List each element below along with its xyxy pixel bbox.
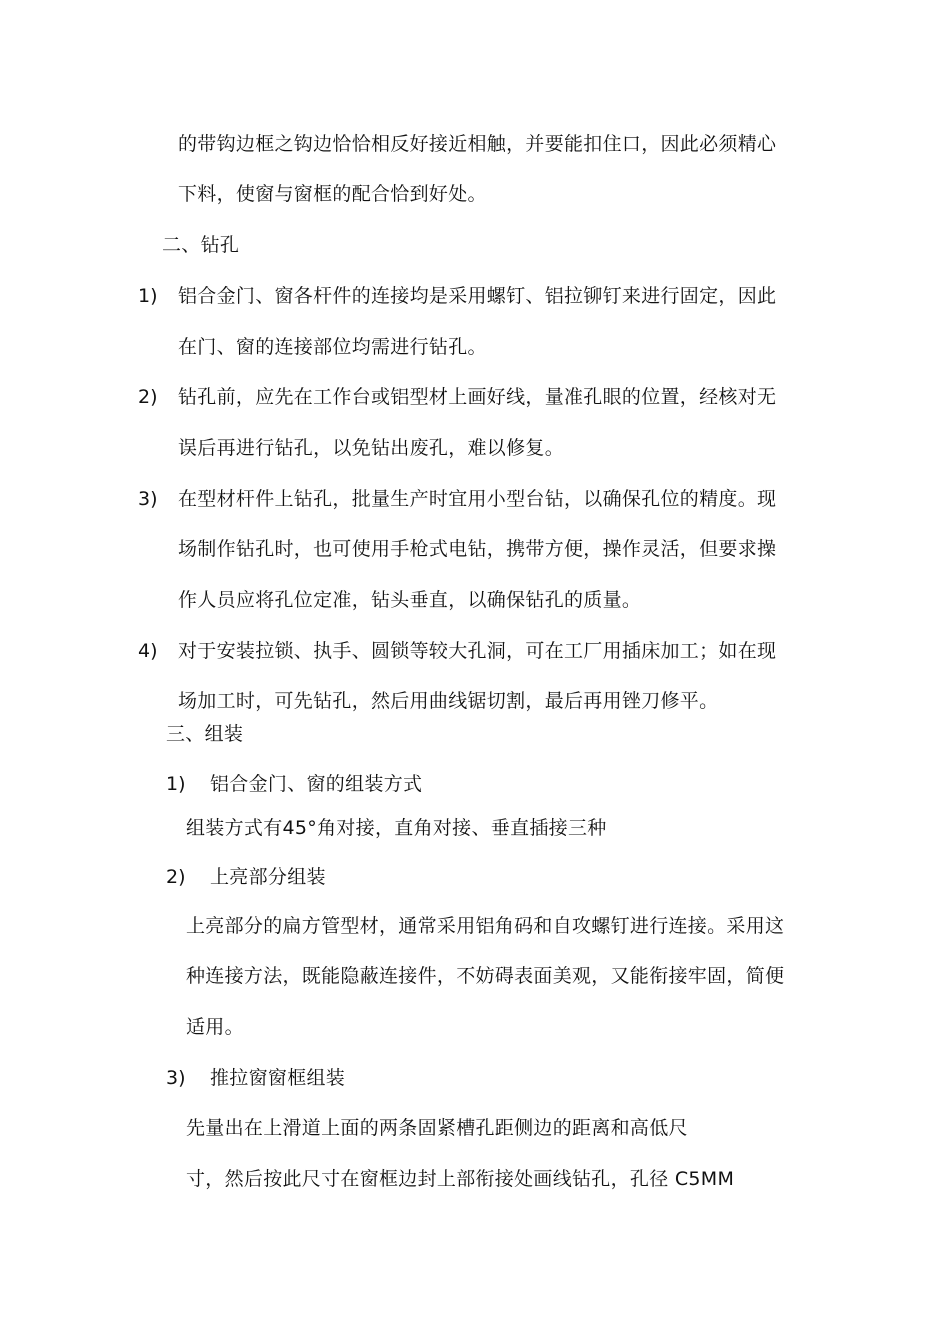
s2-item-3-number: 3) bbox=[138, 488, 158, 510]
s2-item-3-line-3: 作人员应将孔位定准，钻头垂直，以确保钻孔的质量。 bbox=[178, 589, 642, 611]
s3-item-2-line-3: 适用。 bbox=[186, 1016, 244, 1038]
s3-item-3-line-2: 寸，然后按此尺寸在窗框边封上部衔接处画线钻孔，孔径 C5MM bbox=[186, 1168, 735, 1190]
s2-item-1-number: 1) bbox=[138, 285, 158, 307]
s3-item-2-title: 上亮部分组装 bbox=[210, 866, 326, 888]
intro-line-2: 下料，使窗与窗框的配合恰到好处。 bbox=[178, 183, 487, 205]
s2-item-2-line-2: 误后再进行钻孔，以免钻出废孔，难以修复。 bbox=[178, 437, 565, 459]
s3-item-3-title: 推拉窗窗框组装 bbox=[210, 1067, 346, 1089]
section-2-heading: 二、钻孔 bbox=[162, 234, 240, 256]
s3-item-1-line-1: 组装方式有45°角对接，直角对接、垂直插接三种 bbox=[186, 817, 607, 839]
s3-item-2-number: 2) bbox=[166, 866, 186, 888]
s3-item-1-number: 1) bbox=[166, 773, 186, 795]
s3-item-2-line-1: 上亮部分的扁方管型材，通常采用铝角码和自攻螺钉进行连接。采用这 bbox=[186, 915, 785, 937]
s3-item-1-title: 铝合金门、窗的组装方式 bbox=[210, 773, 423, 795]
section-3-heading: 三、组装 bbox=[166, 723, 244, 745]
s2-item-2-line-1: 钻孔前，应先在工作台或铝型材上画好线，量准孔眼的位置，经核对无 bbox=[178, 386, 777, 408]
intro-line-1: 的带钩边框之钩边恰恰相反好接近相触，并要能扣住口，因此必须精心 bbox=[178, 133, 777, 155]
s2-item-3-line-2: 场制作钻孔时，也可使用手枪式电钻，携带方便，操作灵活，但要求操 bbox=[178, 538, 777, 560]
s2-item-4-line-1: 对于安装拉锁、执手、圆锁等较大孔洞，可在工厂用插床加工；如在现 bbox=[178, 640, 777, 662]
s2-item-2-number: 2) bbox=[138, 386, 158, 408]
s2-item-4-line-2: 场加工时，可先钻孔，然后用曲线锯切割，最后再用锉刀修平。 bbox=[178, 690, 719, 712]
s3-item-3-number: 3) bbox=[166, 1067, 186, 1089]
s2-item-3-line-1: 在型材杆件上钻孔，批量生产时宜用小型台钻，以确保孔位的精度。现 bbox=[178, 488, 777, 510]
s2-item-4-number: 4) bbox=[138, 640, 158, 662]
s3-item-2-line-2: 种连接方法，既能隐蔽连接件，不妨碍表面美观，又能衔接牢固，简便 bbox=[186, 965, 785, 987]
s2-item-1-line-1: 铝合金门、窗各杆件的连接均是采用螺钉、铝拉铆钉来进行固定，因此 bbox=[178, 285, 777, 307]
s3-item-3-line-1: 先量出在上滑道上面的两条固紧槽孔距侧边的距离和高低尺 bbox=[186, 1117, 688, 1139]
s2-item-1-line-2: 在门、窗的连接部位均需进行钻孔。 bbox=[178, 336, 487, 358]
